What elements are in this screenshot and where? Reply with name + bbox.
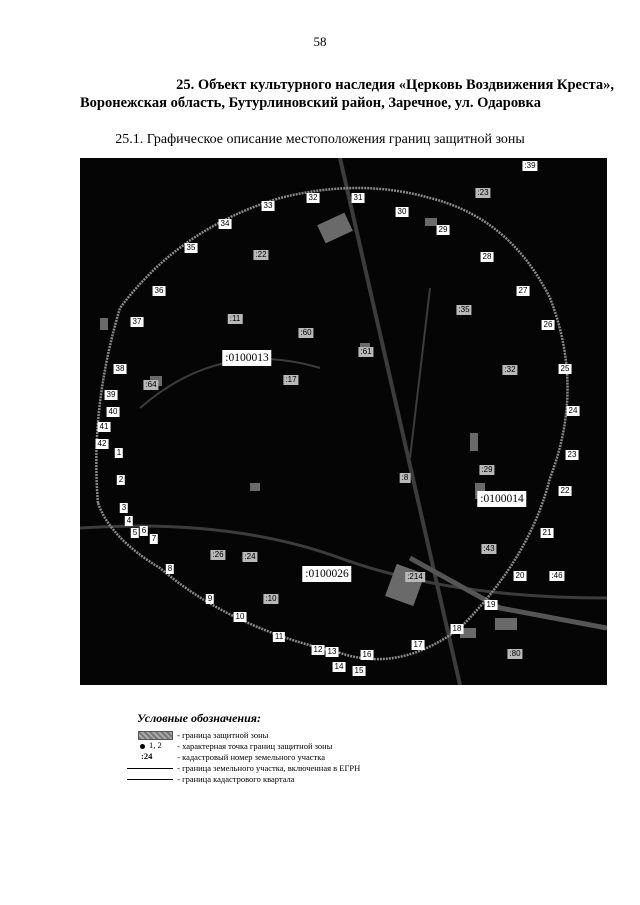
legend-point-text: - характерная точка границ защитной зоны bbox=[177, 741, 333, 752]
point-label: 7 bbox=[151, 534, 157, 543]
point-label: 41 bbox=[99, 422, 109, 431]
cadastral-map bbox=[80, 158, 607, 685]
parcel-label: :24 bbox=[244, 552, 256, 561]
parcel-label: :32 bbox=[504, 365, 516, 374]
point-label: 4 bbox=[126, 516, 132, 525]
parcel-label: :11 bbox=[229, 314, 241, 323]
section-subheading: 25.1. Графическое описание местоположения границ защитной зоны bbox=[115, 132, 525, 147]
egrn-line-icon bbox=[127, 768, 173, 769]
parcel-label: :61 bbox=[360, 347, 372, 356]
point-label: 3 bbox=[121, 503, 127, 512]
parcel-label: :60 bbox=[300, 328, 312, 337]
point-label: 24 bbox=[568, 406, 578, 415]
point-label: 21 bbox=[542, 528, 552, 537]
point-label: 17 bbox=[413, 640, 423, 649]
point-label: 20 bbox=[515, 571, 525, 580]
point-label: 5 bbox=[132, 528, 138, 537]
point-label: 18 bbox=[452, 624, 462, 633]
point-label: 11 bbox=[274, 632, 284, 641]
point-label: 13 bbox=[327, 647, 337, 656]
point-label: 2 bbox=[118, 475, 124, 484]
point-label: 32 bbox=[308, 193, 318, 202]
point-label: 27 bbox=[518, 286, 528, 295]
parcel-label: :23 bbox=[477, 188, 489, 197]
parcel-label: :22 bbox=[255, 250, 267, 259]
parcel-label: :8 bbox=[401, 473, 409, 482]
zone-swatch-icon bbox=[138, 731, 173, 740]
legend-row-parcel bbox=[137, 751, 360, 762]
parcel-label: :17 bbox=[285, 375, 297, 384]
parcel-label: :26 bbox=[212, 550, 224, 559]
point-label: 42 bbox=[97, 439, 107, 448]
point-label: 26 bbox=[543, 320, 553, 329]
point-label: 14 bbox=[334, 662, 344, 671]
quarter-label-14: :0100014 bbox=[477, 491, 526, 507]
point-label: 34 bbox=[220, 219, 230, 228]
point-label: 6 bbox=[141, 526, 147, 535]
legend-egrn-text: - граница земельного участка, включенная в ЕГРН bbox=[177, 763, 361, 774]
legend-title: Условные обозначения: bbox=[137, 711, 261, 725]
point-label: 30 bbox=[397, 207, 407, 216]
parcel-label: :64 bbox=[145, 380, 157, 389]
point-label: 1 bbox=[116, 448, 122, 457]
point-label: 31 bbox=[353, 193, 363, 202]
heading-line-2: Воронежская область, Бутурлиновский район, Заречное, ул. Одаровка bbox=[80, 95, 541, 111]
point-label: 22 bbox=[560, 486, 570, 495]
legend-parcel-symbol: :24 bbox=[141, 751, 153, 762]
legend-row-point bbox=[137, 740, 360, 751]
quarter-label-26: :0100026 bbox=[302, 566, 351, 582]
point-label: 12 bbox=[313, 645, 323, 654]
map-background bbox=[80, 158, 607, 685]
point-label: 38 bbox=[115, 364, 125, 373]
object-heading bbox=[80, 76, 614, 112]
page-number: 58 bbox=[313, 34, 327, 49]
point-label: 25 bbox=[560, 364, 570, 373]
point-label: 10 bbox=[235, 612, 245, 621]
parcel-label: :39 bbox=[524, 161, 536, 170]
legend-quarter-text: - граница кадастрового квартала bbox=[177, 774, 295, 785]
quarter-label-13: :0100013 bbox=[222, 350, 271, 366]
quarter-line-icon bbox=[127, 779, 173, 780]
point-label: 39 bbox=[106, 390, 116, 399]
parcel-label: :10 bbox=[265, 594, 277, 603]
legend-parcel-text: - кадастровый номер земельного участка bbox=[177, 752, 326, 763]
parcel-label: :80 bbox=[509, 649, 521, 658]
legend-row-quarter bbox=[137, 773, 360, 784]
point-label: 33 bbox=[263, 201, 273, 210]
parcel-label: :214 bbox=[407, 572, 423, 581]
point-label: 9 bbox=[207, 594, 213, 603]
point-label: 8 bbox=[167, 564, 173, 573]
point-label: 19 bbox=[486, 600, 496, 609]
parcel-label: :29 bbox=[481, 465, 493, 474]
point-dot-icon bbox=[140, 744, 145, 749]
parcel-label: :43 bbox=[483, 544, 495, 553]
parcel-label: :46 bbox=[551, 571, 563, 580]
point-label: 40 bbox=[108, 407, 118, 416]
point-label: 36 bbox=[154, 286, 164, 295]
point-label: 23 bbox=[567, 450, 577, 459]
point-label: 37 bbox=[132, 317, 142, 326]
point-label: 15 bbox=[354, 666, 364, 675]
point-label: 16 bbox=[362, 650, 372, 659]
heading-line-1: 25. Объект культурного наследия «Церковь Воздвижения Креста», bbox=[176, 77, 614, 93]
legend-row-egrn bbox=[137, 762, 360, 773]
legend-point-symbol: 1, 2 bbox=[149, 740, 162, 751]
point-label: 29 bbox=[438, 225, 448, 234]
map-legend bbox=[137, 711, 360, 784]
point-label: 35 bbox=[186, 243, 196, 252]
point-label: 28 bbox=[482, 252, 492, 261]
parcel-label: :35 bbox=[458, 305, 470, 314]
legend-row-zone bbox=[137, 729, 360, 740]
legend-zone-text: - граница защитной зоны bbox=[177, 730, 269, 741]
